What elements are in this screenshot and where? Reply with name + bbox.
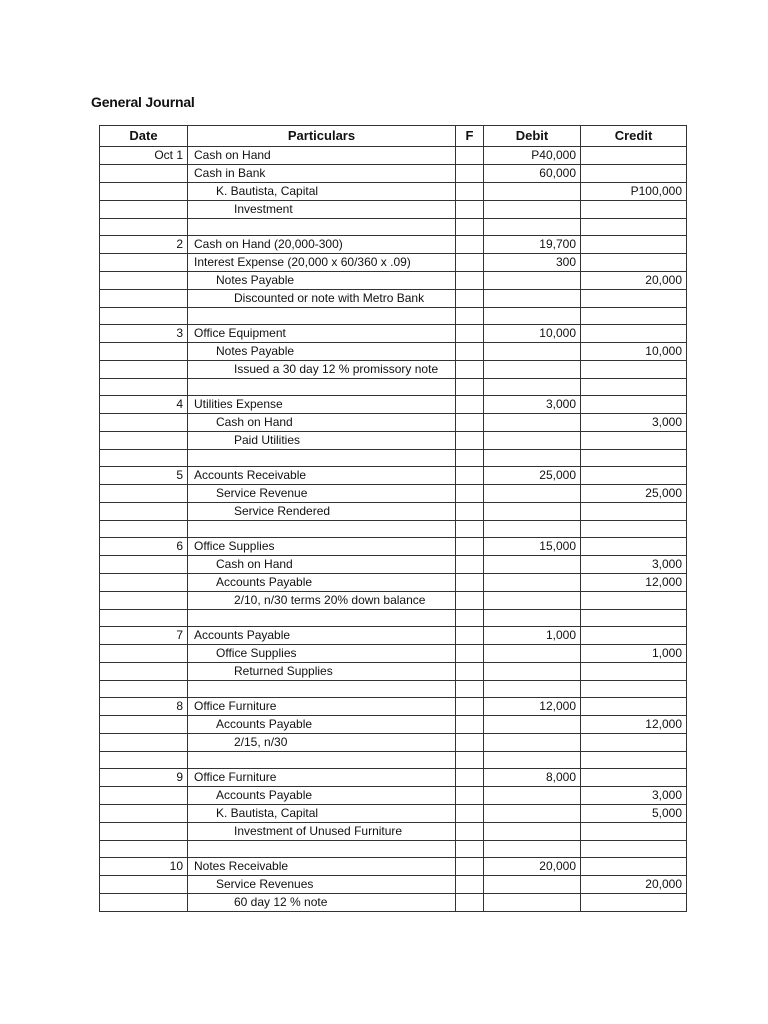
table-row	[100, 805, 687, 823]
folio-cell	[456, 841, 484, 858]
credit-cell	[581, 450, 687, 467]
date-cell	[100, 876, 188, 894]
debit-cell	[484, 592, 581, 610]
credit-cell	[581, 592, 687, 610]
folio-cell	[456, 290, 484, 308]
credit-cell	[581, 841, 687, 858]
folio-cell	[456, 414, 484, 432]
debit-cell	[484, 841, 581, 858]
folio-cell	[456, 752, 484, 769]
date-cell: 8	[100, 698, 188, 716]
folio-cell	[456, 361, 484, 379]
table-row	[100, 379, 687, 396]
particulars-cell: Service Rendered	[188, 503, 456, 521]
credit-cell	[581, 361, 687, 379]
credit-cell	[581, 734, 687, 752]
date-cell	[100, 574, 188, 592]
particulars-cell: Notes Receivable	[188, 858, 456, 876]
folio-cell	[456, 254, 484, 272]
date-cell: 9	[100, 769, 188, 787]
credit-cell: P100,000	[581, 183, 687, 201]
credit-cell: 10,000	[581, 343, 687, 361]
particulars-cell: Cash on Hand	[188, 556, 456, 574]
folio-cell	[456, 787, 484, 805]
table-row	[100, 272, 687, 290]
particulars-cell: Office Supplies	[188, 645, 456, 663]
particulars-cell	[188, 681, 456, 698]
debit-cell	[484, 485, 581, 503]
debit-cell: 8,000	[484, 769, 581, 787]
folio-cell	[456, 183, 484, 201]
credit-cell	[581, 627, 687, 645]
credit-cell	[581, 308, 687, 325]
debit-cell: 3,000	[484, 396, 581, 414]
particulars-cell: Notes Payable	[188, 343, 456, 361]
table-row	[100, 414, 687, 432]
credit-cell: 3,000	[581, 787, 687, 805]
particulars-cell: Investment	[188, 201, 456, 219]
date-cell	[100, 272, 188, 290]
date-cell	[100, 894, 188, 912]
debit-cell	[484, 432, 581, 450]
date-cell: 10	[100, 858, 188, 876]
particulars-cell: Paid Utilities	[188, 432, 456, 450]
table-row	[100, 556, 687, 574]
date-cell	[100, 165, 188, 183]
table-row	[100, 752, 687, 769]
date-cell	[100, 361, 188, 379]
table-row	[100, 841, 687, 858]
debit-cell	[484, 805, 581, 823]
particulars-cell: Cash on Hand	[188, 414, 456, 432]
particulars-cell	[188, 841, 456, 858]
credit-cell	[581, 165, 687, 183]
particulars-cell: Issued a 30 day 12 % promissory note	[188, 361, 456, 379]
credit-cell: 25,000	[581, 485, 687, 503]
credit-cell	[581, 467, 687, 485]
debit-cell	[484, 414, 581, 432]
particulars-cell: Office Furniture	[188, 698, 456, 716]
table-row	[100, 858, 687, 876]
folio-cell	[456, 201, 484, 219]
date-cell	[100, 556, 188, 574]
particulars-cell: Cash in Bank	[188, 165, 456, 183]
folio-cell	[456, 379, 484, 396]
folio-cell	[456, 219, 484, 236]
date-cell	[100, 663, 188, 681]
debit-header: Debit	[484, 126, 581, 147]
table-row	[100, 147, 687, 165]
debit-cell	[484, 503, 581, 521]
folio-cell	[456, 165, 484, 183]
debit-cell	[484, 290, 581, 308]
debit-cell	[484, 379, 581, 396]
debit-cell	[484, 610, 581, 627]
table-row	[100, 183, 687, 201]
particulars-cell: Notes Payable	[188, 272, 456, 290]
date-cell	[100, 734, 188, 752]
folio-cell	[456, 538, 484, 556]
debit-cell	[484, 450, 581, 467]
particulars-cell: Office Furniture	[188, 769, 456, 787]
table-row	[100, 485, 687, 503]
credit-cell	[581, 147, 687, 165]
folio-cell	[456, 823, 484, 841]
table-row	[100, 769, 687, 787]
folio-cell	[456, 592, 484, 610]
credit-cell	[581, 396, 687, 414]
particulars-cell: K. Bautista, Capital	[188, 805, 456, 823]
debit-cell: 12,000	[484, 698, 581, 716]
debit-cell	[484, 734, 581, 752]
debit-cell	[484, 663, 581, 681]
debit-cell: 1,000	[484, 627, 581, 645]
table-row	[100, 787, 687, 805]
table-row	[100, 325, 687, 343]
debit-cell	[484, 752, 581, 769]
folio-cell	[456, 147, 484, 165]
table-row	[100, 254, 687, 272]
date-cell	[100, 503, 188, 521]
credit-cell	[581, 823, 687, 841]
table-row	[100, 396, 687, 414]
credit-cell	[581, 752, 687, 769]
folio-cell	[456, 681, 484, 698]
credit-cell	[581, 290, 687, 308]
table-row	[100, 681, 687, 698]
table-row	[100, 876, 687, 894]
particulars-cell: Service Revenues	[188, 876, 456, 894]
date-cell: 6	[100, 538, 188, 556]
date-cell	[100, 805, 188, 823]
table-row	[100, 467, 687, 485]
folio-cell	[456, 858, 484, 876]
table-row	[100, 894, 687, 912]
credit-cell: 3,000	[581, 414, 687, 432]
date-cell	[100, 308, 188, 325]
table-row	[100, 343, 687, 361]
credit-cell	[581, 219, 687, 236]
credit-cell: 20,000	[581, 272, 687, 290]
particulars-cell: Investment of Unused Furniture	[188, 823, 456, 841]
particulars-cell: Cash on Hand (20,000-300)	[188, 236, 456, 254]
date-cell	[100, 485, 188, 503]
particulars-cell: 60 day 12 % note	[188, 894, 456, 912]
folio-cell	[456, 556, 484, 574]
date-cell	[100, 681, 188, 698]
particulars-cell: Office Supplies	[188, 538, 456, 556]
particulars-cell: Accounts Payable	[188, 716, 456, 734]
date-cell	[100, 290, 188, 308]
date-cell	[100, 610, 188, 627]
debit-cell	[484, 272, 581, 290]
folio-cell	[456, 432, 484, 450]
folio-cell	[456, 272, 484, 290]
table-row	[100, 236, 687, 254]
debit-cell	[484, 201, 581, 219]
date-cell: 5	[100, 467, 188, 485]
credit-cell	[581, 769, 687, 787]
credit-cell	[581, 236, 687, 254]
page-title: General Journal	[91, 94, 195, 110]
credit-cell: 20,000	[581, 876, 687, 894]
particulars-cell: Cash on Hand	[188, 147, 456, 165]
folio-cell	[456, 396, 484, 414]
particulars-cell: Service Revenue	[188, 485, 456, 503]
date-header: Date	[100, 126, 188, 147]
date-cell: Oct 1	[100, 147, 188, 165]
folio-cell	[456, 450, 484, 467]
table-row	[100, 308, 687, 325]
credit-cell	[581, 858, 687, 876]
particulars-cell: 2/10, n/30 terms 20% down balance	[188, 592, 456, 610]
date-cell	[100, 201, 188, 219]
particulars-cell: Accounts Payable	[188, 787, 456, 805]
folio-cell	[456, 769, 484, 787]
folio-cell	[456, 574, 484, 592]
debit-cell	[484, 787, 581, 805]
credit-cell: 12,000	[581, 716, 687, 734]
date-cell	[100, 343, 188, 361]
table-row	[100, 823, 687, 841]
journal-body	[100, 147, 687, 912]
table-row	[100, 432, 687, 450]
table-row	[100, 361, 687, 379]
date-cell	[100, 450, 188, 467]
credit-cell	[581, 610, 687, 627]
particulars-cell: Utilities Expense	[188, 396, 456, 414]
general-journal-table	[99, 125, 687, 912]
debit-cell	[484, 361, 581, 379]
table-row	[100, 716, 687, 734]
folio-cell	[456, 716, 484, 734]
particulars-cell: Accounts Payable	[188, 627, 456, 645]
date-cell	[100, 592, 188, 610]
credit-cell	[581, 521, 687, 538]
credit-header: Credit	[581, 126, 687, 147]
credit-cell: 5,000	[581, 805, 687, 823]
date-cell	[100, 219, 188, 236]
particulars-cell: Office Equipment	[188, 325, 456, 343]
debit-cell	[484, 645, 581, 663]
table-row	[100, 734, 687, 752]
credit-cell: 1,000	[581, 645, 687, 663]
particulars-header: Particulars	[188, 126, 456, 147]
particulars-cell	[188, 450, 456, 467]
debit-cell: 25,000	[484, 467, 581, 485]
credit-cell	[581, 663, 687, 681]
particulars-cell: Discounted or note with Metro Bank	[188, 290, 456, 308]
debit-cell	[484, 894, 581, 912]
folio-cell	[456, 343, 484, 361]
credit-cell: 3,000	[581, 556, 687, 574]
credit-cell	[581, 894, 687, 912]
particulars-cell	[188, 752, 456, 769]
date-cell	[100, 183, 188, 201]
debit-cell	[484, 823, 581, 841]
debit-cell	[484, 876, 581, 894]
debit-cell	[484, 219, 581, 236]
table-row	[100, 290, 687, 308]
table-row	[100, 219, 687, 236]
particulars-cell	[188, 379, 456, 396]
particulars-cell	[188, 521, 456, 538]
debit-cell	[484, 308, 581, 325]
debit-cell: 20,000	[484, 858, 581, 876]
credit-cell	[581, 698, 687, 716]
date-cell	[100, 645, 188, 663]
credit-cell	[581, 432, 687, 450]
table-row	[100, 450, 687, 467]
table-row	[100, 538, 687, 556]
folio-cell	[456, 521, 484, 538]
credit-cell: 12,000	[581, 574, 687, 592]
folio-cell	[456, 894, 484, 912]
date-cell: 7	[100, 627, 188, 645]
date-cell	[100, 414, 188, 432]
date-cell	[100, 432, 188, 450]
debit-cell	[484, 343, 581, 361]
table-row	[100, 610, 687, 627]
folio-cell	[456, 610, 484, 627]
debit-cell: P40,000	[484, 147, 581, 165]
particulars-cell: Accounts Receivable	[188, 467, 456, 485]
table-row	[100, 663, 687, 681]
folio-cell	[456, 627, 484, 645]
folio-cell	[456, 236, 484, 254]
folio-header: F	[456, 126, 484, 147]
particulars-cell: Accounts Payable	[188, 574, 456, 592]
date-cell	[100, 823, 188, 841]
table-row	[100, 521, 687, 538]
particulars-cell	[188, 308, 456, 325]
folio-cell	[456, 698, 484, 716]
table-row	[100, 201, 687, 219]
folio-cell	[456, 663, 484, 681]
folio-cell	[456, 805, 484, 823]
debit-cell: 15,000	[484, 538, 581, 556]
debit-cell	[484, 574, 581, 592]
date-cell: 2	[100, 236, 188, 254]
particulars-cell: Returned Supplies	[188, 663, 456, 681]
particulars-cell: K. Bautista, Capital	[188, 183, 456, 201]
debit-cell	[484, 716, 581, 734]
debit-cell	[484, 183, 581, 201]
folio-cell	[456, 645, 484, 663]
credit-cell	[581, 254, 687, 272]
credit-cell	[581, 681, 687, 698]
date-cell	[100, 254, 188, 272]
debit-cell: 60,000	[484, 165, 581, 183]
debit-cell	[484, 521, 581, 538]
date-cell	[100, 379, 188, 396]
date-cell: 3	[100, 325, 188, 343]
date-cell	[100, 716, 188, 734]
folio-cell	[456, 467, 484, 485]
date-cell: 4	[100, 396, 188, 414]
table-row	[100, 165, 687, 183]
particulars-cell	[188, 219, 456, 236]
folio-cell	[456, 734, 484, 752]
folio-cell	[456, 325, 484, 343]
table-row	[100, 645, 687, 663]
credit-cell	[581, 379, 687, 396]
credit-cell	[581, 325, 687, 343]
particulars-cell: Interest Expense (20,000 x 60/360 x .09)	[188, 254, 456, 272]
date-cell	[100, 752, 188, 769]
debit-cell: 10,000	[484, 325, 581, 343]
folio-cell	[456, 503, 484, 521]
credit-cell	[581, 503, 687, 521]
particulars-cell: 2/15, n/30	[188, 734, 456, 752]
particulars-cell	[188, 610, 456, 627]
header-row	[100, 126, 687, 147]
table-row	[100, 574, 687, 592]
table-row	[100, 627, 687, 645]
date-cell	[100, 841, 188, 858]
date-cell	[100, 787, 188, 805]
table-row	[100, 698, 687, 716]
date-cell	[100, 521, 188, 538]
debit-cell: 19,700	[484, 236, 581, 254]
credit-cell	[581, 538, 687, 556]
table-row	[100, 503, 687, 521]
debit-cell: 300	[484, 254, 581, 272]
debit-cell	[484, 681, 581, 698]
folio-cell	[456, 876, 484, 894]
credit-cell	[581, 201, 687, 219]
table-row	[100, 592, 687, 610]
folio-cell	[456, 308, 484, 325]
debit-cell	[484, 556, 581, 574]
folio-cell	[456, 485, 484, 503]
